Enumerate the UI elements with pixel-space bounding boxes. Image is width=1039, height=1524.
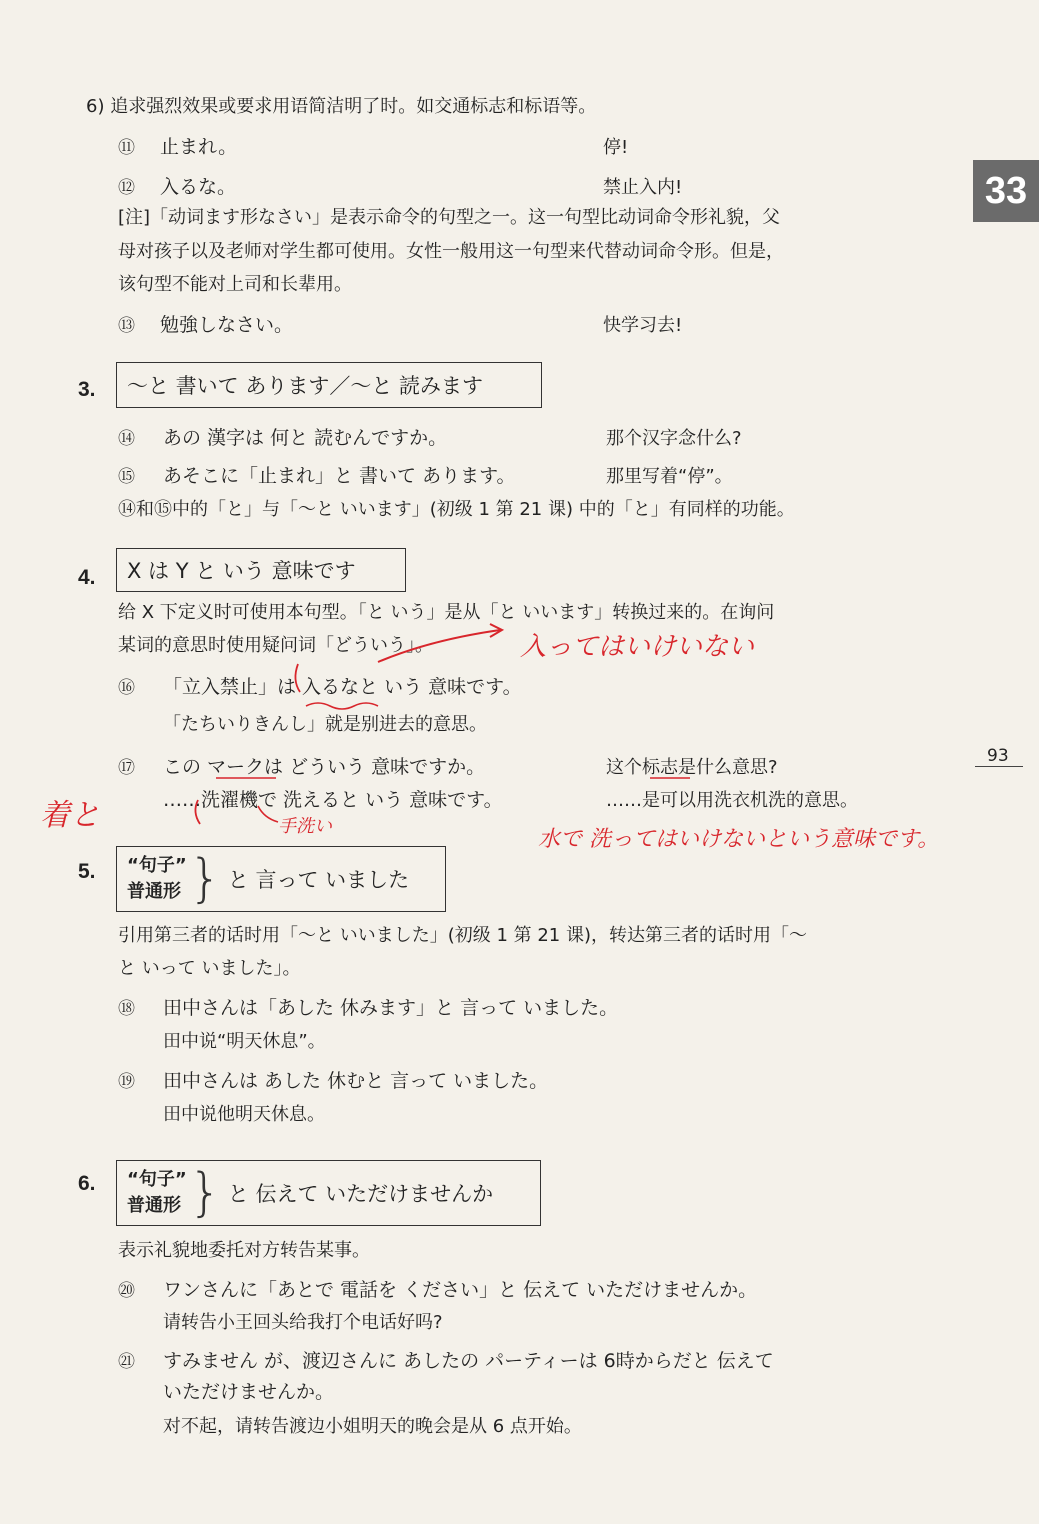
ex21-number: ㉑ bbox=[118, 1352, 135, 1372]
bracket-mark-ex16 bbox=[295, 664, 300, 692]
ex16-japanese: 「立入禁止」は 入るなと いう 意味です。 bbox=[163, 676, 522, 698]
section3-title: ～と 書いて あります／～と 読みます bbox=[127, 374, 484, 398]
ex16-number: ⑯ bbox=[118, 678, 135, 698]
section4-desc-line-2: 某词的意思时使用疑问词「どういう」。 bbox=[118, 635, 433, 656]
ex17-number: ⑰ bbox=[118, 758, 135, 778]
point6-heading: 6) 追求强烈效果或要求用语简洁明了时。如交通标志和标语等。 bbox=[86, 96, 597, 117]
annotation-handwash: 手洗い bbox=[278, 816, 332, 837]
note-line-1: [注]「动词ます形なさい」是表示命令的句型之一。这一句型比动词命令形礼貌，父 bbox=[118, 207, 781, 228]
section5-number: 5. bbox=[78, 860, 96, 883]
annotation-left-margin: 着と bbox=[40, 798, 100, 833]
ex13-chinese: 快学习去! bbox=[603, 315, 683, 336]
ex13-number: ⑬ bbox=[118, 316, 135, 336]
ex14-japanese: あの 漢字は 何と 読むんですか。 bbox=[163, 427, 448, 449]
ex20-japanese: ワンさんに「あとで 電話を ください」と 伝えて いただけませんか。 bbox=[163, 1279, 758, 1301]
ex13-japanese: 勉強しなさい。 bbox=[160, 314, 294, 336]
ex14-number: ⑭ bbox=[118, 429, 135, 449]
annotation-ex17-meaning: 水で 洗ってはいけないという意味です。 bbox=[538, 827, 940, 852]
ex12-chinese: 禁止入内! bbox=[603, 177, 683, 198]
section6-brace: } bbox=[188, 1163, 222, 1223]
ex17-japanese: この マークは どういう 意味ですか。 bbox=[163, 756, 486, 778]
section6-desc: 表示礼貌地委托对方转告某事。 bbox=[118, 1240, 370, 1261]
annotation-ex16-meaning: 入ってはいけいない bbox=[520, 632, 755, 662]
section6-title: と 伝えて いただけませんか bbox=[227, 1182, 494, 1206]
ex18-number: ⑱ bbox=[118, 999, 135, 1019]
section5-stack-top: “句子” bbox=[127, 855, 187, 876]
section5-desc-line-1: 引用第三者的话时用「～と いいました」(初级 1 第 21 课)，转达第三者的话时用「～ bbox=[118, 925, 808, 946]
ex19-chinese: 田中说他明天休息。 bbox=[163, 1104, 325, 1125]
section3-note: ⑭和⑮中的「と」与「～と いいます」(初级 1 第 21 课) 中的「と」有同样的功能。 bbox=[118, 499, 795, 520]
note-line-3: 该句型不能对上司和长辈用。 bbox=[118, 274, 352, 295]
ex21-japanese: すみません が、渡辺さんに あしたの パーティーは 6時からだと 伝えて bbox=[163, 1350, 774, 1372]
wavy-underline-ex16 bbox=[306, 703, 378, 709]
arrow-stroke bbox=[378, 630, 500, 662]
section3-number: 3. bbox=[78, 378, 96, 401]
ex19-japanese: 田中さんは あした 休むと 言って いました。 bbox=[163, 1070, 549, 1092]
section6-stack-bottom: 普通形 bbox=[127, 1195, 181, 1216]
ex12-japanese: 入るな。 bbox=[160, 176, 237, 198]
ex11-number: ⑪ bbox=[118, 138, 135, 158]
section5-brace: } bbox=[188, 849, 222, 909]
page-number: 93 bbox=[987, 746, 1009, 766]
ex21-japanese-line-2: いただけませんか。 bbox=[163, 1381, 335, 1403]
ex17b-chinese: ……是可以用洗衣机洗的意思。 bbox=[606, 790, 858, 811]
ex17b-japanese: ……洗濯機で 洗えると いう 意味です。 bbox=[163, 789, 503, 811]
ex17-chinese: 这个标志是什么意思? bbox=[606, 757, 778, 778]
section5-stack-bottom: 普通形 bbox=[127, 881, 181, 902]
ex11-japanese: 止まれ。 bbox=[160, 136, 238, 158]
section4-number: 4. bbox=[78, 566, 96, 589]
caret-mark-ex17 bbox=[258, 806, 278, 822]
note-line-2: 母对孩子以及老师对学生都可使用。女性一般用这一句型来代替动词命令形。但是， bbox=[118, 241, 784, 262]
ex14-chinese: 那个汉字念什么? bbox=[606, 428, 742, 449]
section6-number: 6. bbox=[78, 1172, 96, 1195]
section4-title: X は Y と いう 意味です bbox=[127, 559, 356, 583]
ex20-number: ⑳ bbox=[118, 1281, 135, 1301]
section6-stack-top: “句子” bbox=[127, 1169, 187, 1190]
ex19-number: ⑲ bbox=[118, 1072, 135, 1092]
ex18-chinese: 田中说“明天休息”。 bbox=[163, 1031, 326, 1052]
ex20-chinese: 请转告小王回头给我打个电话好吗? bbox=[163, 1312, 443, 1333]
ex18-japanese: 田中さんは「あした 休みます」と 言って いました。 bbox=[163, 997, 619, 1019]
ex15-number: ⑮ bbox=[118, 467, 135, 487]
chapter-tab: 33 bbox=[973, 160, 1039, 222]
paren-mark-ex17 bbox=[195, 800, 200, 824]
section4-desc-line-1: 给 X 下定义时可使用本句型。「と いう」是从「と いいます」转换过来的。在询问 bbox=[118, 602, 775, 623]
ex15-chinese: 那里写着“停”。 bbox=[606, 466, 733, 487]
ex15-japanese: あそこに「止まれ」と 書いて あります。 bbox=[163, 465, 516, 487]
ex12-number: ⑫ bbox=[118, 178, 135, 198]
section5-desc-line-2: と いって いました」。 bbox=[118, 958, 301, 979]
ex21-chinese: 对不起，请转告渡边小姐明天的晚会是从 6 点开始。 bbox=[163, 1416, 582, 1437]
ex11-chinese: 停! bbox=[603, 137, 629, 158]
ex16-chinese: 「たちいりきんし」就是别进去的意思。 bbox=[163, 714, 487, 735]
section5-title: と 言って いました bbox=[227, 868, 410, 892]
